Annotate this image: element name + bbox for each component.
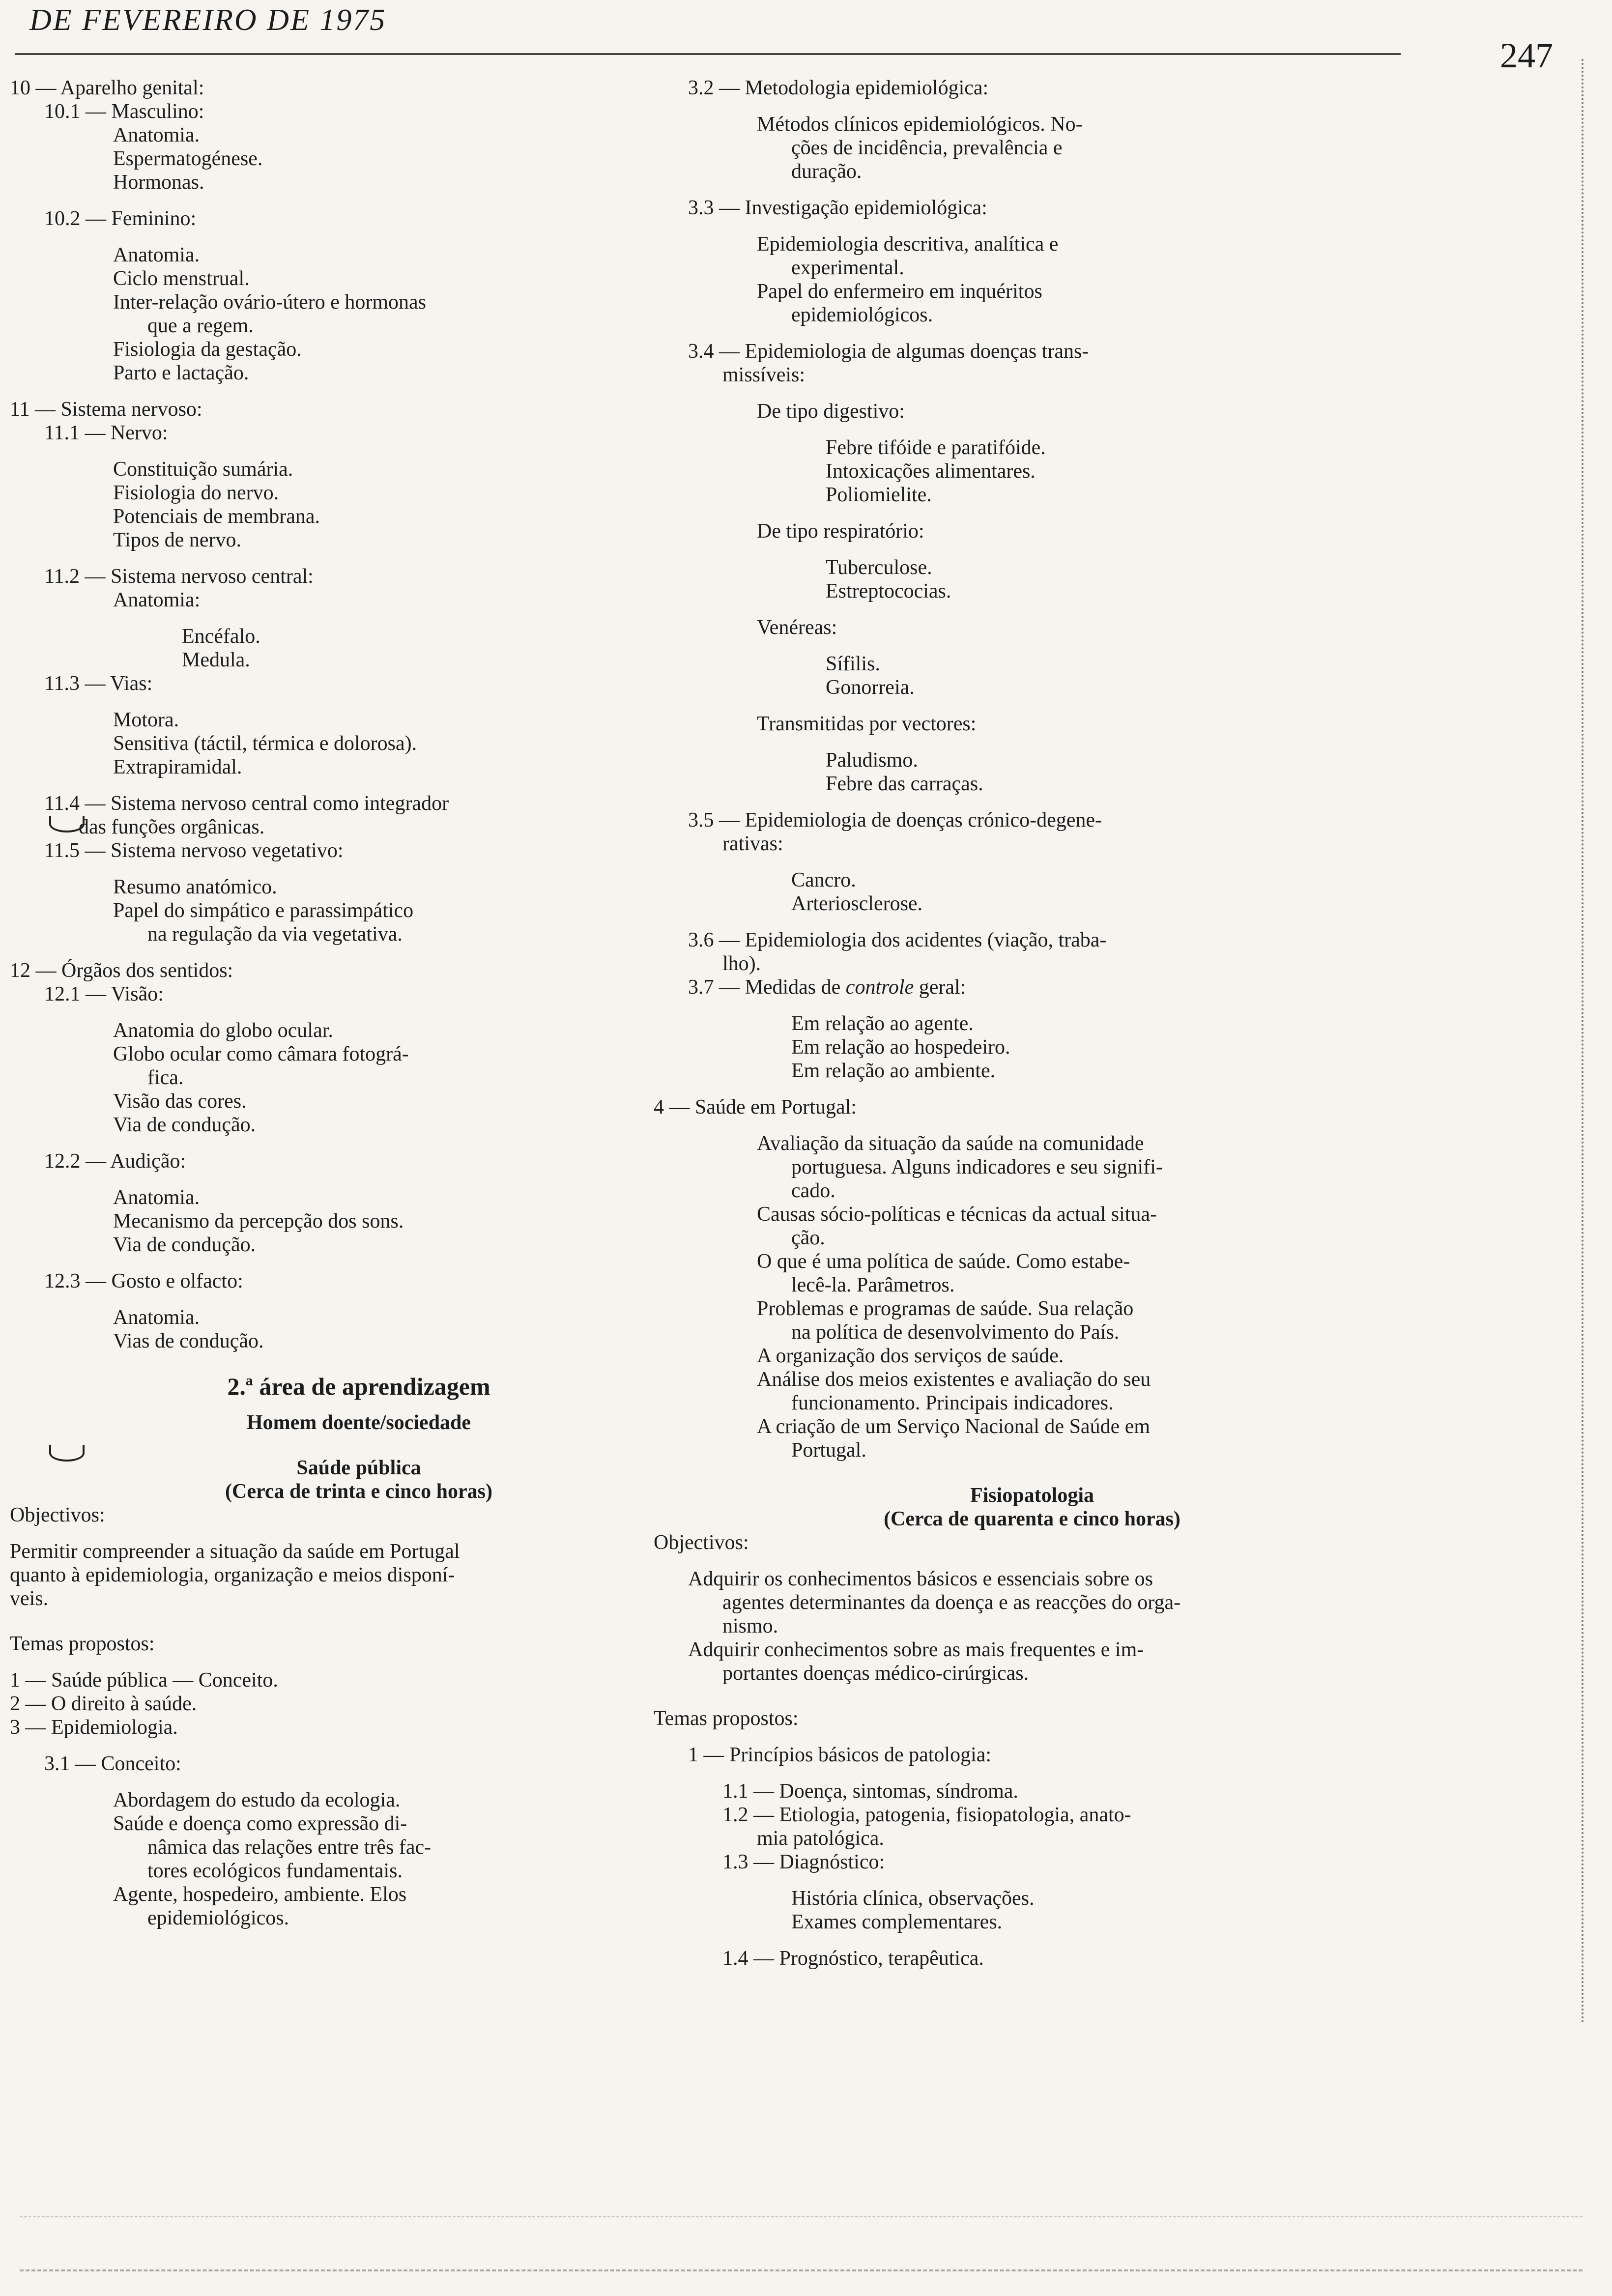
text-line: 11.4 — Sistema nervoso central como integrador	[44, 792, 449, 815]
spacer	[654, 507, 1410, 519]
section-heading: 2.ª área de aprendizagem	[227, 1373, 490, 1400]
text-line: 1.2 — Etiologia, patogenia, fisiopatologia, anato-	[722, 1804, 1131, 1826]
text-line: Gonorreia.	[826, 676, 915, 699]
text-line: Globo ocular como câmara fotográ-	[113, 1043, 409, 1065]
text-line: Anatomia.	[113, 1186, 200, 1209]
text-line: Sensitiva (táctil, térmica e dolorosa).	[113, 732, 417, 755]
text-line: Intoxicações alimentares.	[826, 460, 1036, 483]
text-line: Mecanismo da percepção dos sons.	[113, 1210, 404, 1233]
left-column	[10, 76, 708, 1930]
text-line: Objectivos:	[10, 1504, 105, 1526]
text-line: De tipo digestivo:	[757, 400, 905, 423]
spacer	[10, 1776, 708, 1788]
text-line: Anatomia do globo ocular.	[113, 1019, 333, 1042]
spacer	[10, 862, 708, 875]
spacer	[654, 916, 1410, 928]
text-line: Paludismo.	[826, 749, 918, 772]
text-line: O que é uma política de saúde. Como estabe-	[757, 1250, 1130, 1273]
text-line: 1 — Princípios básicos de patologia:	[688, 1744, 992, 1766]
text-line: cado.	[791, 1179, 835, 1202]
margin-specks	[1582, 59, 1603, 2025]
spacer	[654, 999, 1410, 1012]
text-line: epidemiológicos.	[147, 1907, 289, 1929]
text-line: 3.6 — Epidemiologia dos acidentes (viação, traba-	[688, 929, 1107, 951]
text-line: 3.7 — Medidas de controle geral:	[688, 976, 966, 999]
margin-mark	[49, 1445, 85, 1462]
spacer	[654, 1934, 1410, 1947]
text-line: Em relação ao ambiente.	[791, 1060, 996, 1082]
text-line: 12.1 — Visão:	[44, 983, 164, 1005]
text-line: agentes determinantes da doença e as reacções do orga-	[722, 1591, 1181, 1614]
spacer	[654, 183, 1410, 196]
text-line: 1 — Saúde pública — Conceito.	[10, 1669, 278, 1692]
spacer	[654, 1730, 1410, 1743]
text-line: 3 — Epidemiologia.	[10, 1716, 178, 1739]
text-line: 3.2 — Metodologia epidemiológica:	[688, 77, 989, 99]
spacer	[10, 1293, 708, 1306]
text-line: Análise dos meios existentes e avaliação do seu	[757, 1368, 1151, 1391]
spacer	[654, 1685, 1410, 1707]
text-line: Epidemiologia descritiva, analítica e	[757, 233, 1059, 256]
text-line: portuguesa. Alguns indicadores e seu signifi-	[791, 1156, 1163, 1178]
text-line: 11.1 — Nervo:	[44, 422, 168, 444]
page-header	[0, 0, 1612, 74]
text-line: Febre das carraças.	[826, 773, 983, 795]
text-line: mia patológica.	[757, 1827, 884, 1850]
spacer	[654, 856, 1410, 868]
text-line: Em relação ao hospedeiro.	[791, 1036, 1010, 1059]
text-line: experimental.	[791, 257, 904, 279]
text-line: Problemas e programas de saúde. Sua relação	[757, 1297, 1134, 1320]
text-line: 4 — Saúde em Portugal:	[654, 1096, 857, 1119]
text-line: Anatomia.	[113, 124, 200, 146]
spacer	[10, 385, 708, 398]
text-line: Portugal.	[791, 1439, 866, 1462]
spacer	[654, 327, 1410, 340]
spacer	[10, 552, 708, 565]
text-line: Saúde e doença como expressão di-	[113, 1812, 407, 1835]
text-line: Adquirir conhecimentos sobre as mais frequentes e im-	[688, 1638, 1144, 1661]
text-line: Permitir compreender a situação da saúde em Portugal	[10, 1540, 460, 1563]
text-line: funcionamento. Principais indicadores.	[791, 1392, 1114, 1414]
spacer	[10, 1137, 708, 1149]
text-line: quanto à epidemiologia, organização e meios disponí-	[10, 1564, 455, 1586]
text-line: Métodos clínicos epidemiológicos. No-	[757, 113, 1083, 136]
text-line: Hormonas.	[113, 171, 204, 194]
text-line: Espermatogénese.	[113, 147, 263, 170]
text-line: Temas propostos:	[654, 1707, 799, 1730]
header-date: DE FEVEREIRO DE 1975	[29, 3, 387, 37]
text-line: Adquirir os conhecimentos básicos e essenciais sobre os	[688, 1568, 1153, 1590]
header-rule	[15, 53, 1401, 55]
text-line: Parto e lactação.	[113, 362, 249, 384]
right-column	[654, 76, 1410, 1970]
text-line: ção.	[791, 1227, 825, 1249]
text-line: Avaliação da situação da saúde na comunidade	[757, 1132, 1144, 1155]
text-line: 12.3 — Gosto e olfacto:	[44, 1270, 243, 1292]
text-line: 11 — Sistema nervoso:	[10, 398, 202, 421]
text-line: Estreptococias.	[826, 580, 951, 603]
text-line: Via de condução.	[113, 1114, 256, 1136]
text-line: 12.2 — Audição:	[44, 1150, 186, 1173]
text-line: Inter-relação ovário-útero e hormonas	[113, 291, 427, 314]
spacer	[10, 1006, 708, 1019]
text-line: Medula.	[182, 649, 250, 671]
text-line: veis.	[10, 1587, 49, 1610]
text-line: tores ecológicos fundamentais.	[147, 1860, 403, 1882]
spacer	[654, 736, 1410, 748]
spacer	[654, 1462, 1410, 1484]
text-line: Sífilis.	[826, 653, 880, 675]
section-heading: Fisiopatologia	[970, 1484, 1094, 1507]
spacer	[10, 946, 708, 959]
text-line: 12 — Órgãos dos sentidos:	[10, 959, 233, 982]
text-line: na regulação da via vegetativa.	[147, 923, 403, 946]
text-line: 1.4 — Prognóstico, terapêutica.	[722, 1947, 984, 1970]
text-line: 1.3 — Diagnóstico:	[722, 1851, 885, 1873]
text-line: Em relação ao agente.	[791, 1012, 974, 1035]
spacer	[654, 1874, 1410, 1887]
spacer	[10, 695, 708, 708]
text-line: Febre tifóide e paratifóide.	[826, 436, 1046, 459]
text-line: Constituição sumária.	[113, 458, 293, 481]
text-line: 1.1 — Doença, sintomas, síndroma.	[722, 1780, 1018, 1803]
spacer	[10, 1739, 708, 1752]
text-line: portantes doenças médico-cirúrgicas.	[722, 1662, 1029, 1685]
text-line: Temas propostos:	[10, 1633, 155, 1655]
section-heading: (Cerca de quarenta e cinco horas)	[884, 1508, 1180, 1530]
text-line: Anatomia.	[113, 244, 200, 266]
text-line: Arteriosclerose.	[791, 892, 923, 915]
text-line: História clínica, observações.	[791, 1887, 1035, 1910]
scan-noise	[20, 2216, 1583, 2217]
text-line: fica.	[147, 1066, 184, 1089]
text-line: 10 — Aparelho genital:	[10, 77, 204, 99]
spacer	[654, 699, 1410, 712]
text-line: Poliomielite.	[826, 484, 932, 506]
spacer	[10, 1435, 708, 1456]
text-line: rativas:	[722, 832, 783, 855]
text-line: epidemiológicos.	[791, 304, 933, 326]
text-line: duração.	[791, 160, 862, 183]
page-number: 247	[1500, 36, 1553, 75]
text-line: Fisiologia da gestação.	[113, 338, 302, 361]
text-line: 11.2 — Sistema nervoso central:	[44, 565, 314, 588]
spacer	[10, 1610, 708, 1632]
spacer	[654, 1119, 1410, 1132]
text-line: lecê-la. Parâmetros.	[791, 1274, 955, 1296]
spacer	[654, 220, 1410, 232]
text-line: Papel do simpático e parassimpático	[113, 899, 414, 922]
spacer	[10, 230, 708, 243]
text-line: missíveis:	[722, 364, 806, 386]
margin-mark	[49, 816, 85, 832]
text-line: Abordagem do estudo da ecologia.	[113, 1789, 401, 1811]
text-line: Fisiologia do nervo.	[113, 482, 279, 504]
text-line: ções de incidência, prevalência e	[791, 137, 1063, 159]
spacer	[654, 639, 1410, 652]
text-line: nâmica das relações entre três fac-	[147, 1836, 432, 1859]
text-line: 3.4 — Epidemiologia de algumas doenças trans-	[688, 340, 1089, 363]
spacer	[654, 100, 1410, 113]
text-line: Anatomia:	[113, 589, 201, 611]
text-line: Tipos de nervo.	[113, 529, 241, 551]
text-line: Transmitidas por vectores:	[757, 713, 977, 735]
text-line: 11.5 — Sistema nervoso vegetativo:	[44, 839, 344, 862]
spacer	[654, 796, 1410, 808]
spacer	[10, 445, 708, 458]
text-line: Papel do enfermeiro em inquéritos	[757, 280, 1042, 303]
spacer	[654, 1554, 1410, 1567]
section-heading: (Cerca de trinta e cinco horas)	[225, 1480, 492, 1503]
spacer	[10, 1257, 708, 1269]
text-line: Motora.	[113, 709, 179, 731]
scan-noise	[20, 2269, 1583, 2271]
spacer	[10, 1527, 708, 1540]
text-line: Cancro.	[791, 869, 856, 891]
text-line: nismo.	[722, 1615, 778, 1637]
text-line: Ciclo menstrual.	[113, 267, 250, 290]
spacer	[654, 1083, 1410, 1095]
text-line: na política de desenvolvimento do País.	[791, 1321, 1120, 1344]
text-line: Potenciais de membrana.	[113, 505, 320, 528]
text-line: Extrapiramidal.	[113, 756, 242, 778]
text-line: Venéreas:	[757, 616, 837, 639]
text-line: Objectivos:	[654, 1531, 749, 1554]
spacer	[10, 194, 708, 207]
text-line: Anatomia.	[113, 1306, 200, 1329]
spacer	[10, 1353, 708, 1375]
spacer	[654, 603, 1410, 616]
text-line: 3.3 — Investigação epidemiológica:	[688, 197, 987, 219]
text-line: Tuberculose.	[826, 556, 932, 579]
section-heading: Homem doente/sociedade	[246, 1411, 471, 1434]
text-line: Visão das cores.	[113, 1090, 247, 1113]
text-line: que a regem.	[147, 315, 254, 337]
spacer	[10, 1173, 708, 1186]
text-line: Vias de condução.	[113, 1330, 264, 1352]
spacer	[10, 779, 708, 792]
spacer	[10, 612, 708, 625]
text-line: De tipo respiratório:	[757, 520, 924, 543]
text-line: 3.5 — Epidemiologia de doenças crónico-degene-	[688, 809, 1102, 832]
text-line: das funções orgânicas.	[79, 816, 265, 838]
text-line: 11.3 — Vias:	[44, 672, 153, 695]
spacer	[654, 423, 1410, 436]
spacer	[654, 1767, 1410, 1779]
text-line: Causas sócio-políticas e técnicas da actual situa-	[757, 1203, 1157, 1226]
spacer	[654, 543, 1410, 556]
text-line: Via de condução.	[113, 1234, 256, 1256]
spacer	[654, 387, 1410, 400]
text-line: A criação de um Serviço Nacional de Saúde em	[757, 1415, 1151, 1438]
text-line: Agente, hospedeiro, ambiente. Elos	[113, 1883, 407, 1906]
text-line: 10.2 — Feminino:	[44, 207, 197, 230]
text-line: Exames complementares.	[791, 1911, 1003, 1933]
text-line: Encéfalo.	[182, 625, 260, 648]
section-heading: Saúde pública	[296, 1457, 421, 1479]
text-line: 3.1 — Conceito:	[44, 1752, 181, 1775]
spacer	[10, 1656, 708, 1668]
text-line: 2 — O direito à saúde.	[10, 1693, 197, 1715]
text-line: Resumo anatómico.	[113, 876, 277, 898]
text-line: A organização dos serviços de saúde.	[757, 1345, 1064, 1367]
text-line: 10.1 — Masculino:	[44, 100, 204, 123]
text-line: lho).	[722, 952, 761, 975]
